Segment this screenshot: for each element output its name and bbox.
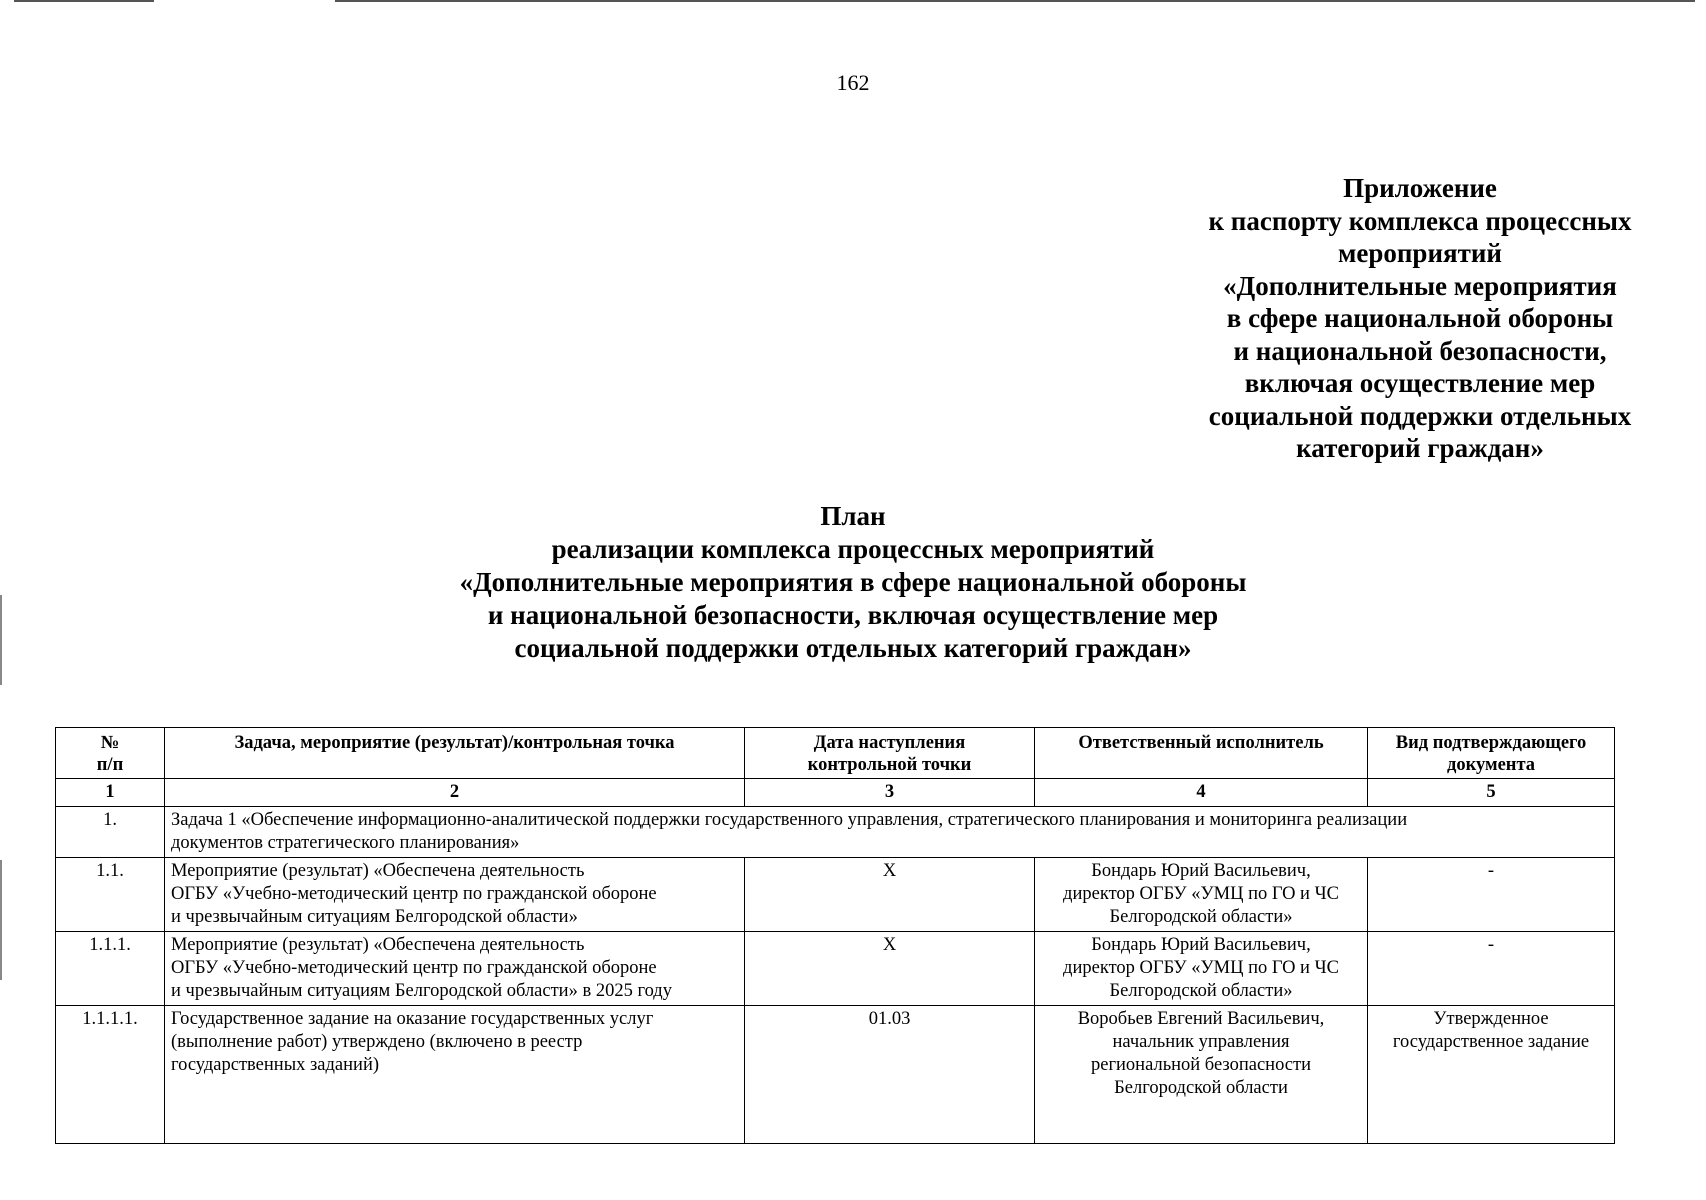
header-text: Вид подтверждающего [1395, 733, 1587, 753]
task-text-line: Задача 1 «Обеспечение информационно-аналитической поддержки государственного управления, стратегического планирования и мониторинга реализации [171, 810, 1408, 830]
row-item [165, 932, 745, 1006]
appendix-line: мероприятий [1337, 238, 1502, 268]
plan-title-line: реализации комплекса процессных мероприятий [551, 534, 1155, 564]
appendix-line: к паспорту комплекса процессных [1208, 205, 1632, 236]
header-number [56, 728, 165, 779]
header-text: Дата наступления [813, 733, 966, 753]
task-text-line: документов стратегического планирования» [171, 833, 520, 853]
plan-title-line: и национальной безопасности, включая осуществление мер [487, 600, 1219, 630]
scan-top-edge-left [14, 0, 154, 2]
header-text: № [100, 733, 120, 753]
row-executor-line: Белгородской области» [1109, 981, 1293, 1001]
task-text [165, 807, 1615, 858]
header-text: документа [1446, 755, 1536, 775]
column-number: 5 [1368, 779, 1615, 807]
row-item-line: Мероприятие (результат) «Обеспечена деятельность [171, 861, 585, 881]
header-document [1368, 728, 1615, 779]
appendix-line: категорий граждан» [1296, 433, 1544, 463]
plan-title-line: План [820, 501, 886, 531]
row-executor-line: Воробьев Евгений Васильевич, [1077, 1009, 1325, 1029]
plan-title [0, 500, 1706, 665]
row-executor [1035, 932, 1368, 1006]
header-date [745, 728, 1035, 779]
row-document-line: Утвержденное [1433, 1009, 1549, 1029]
scan-top-edge-right [335, 0, 1695, 2]
row-item-line: и чрезвычайным ситуациям Белгородской области» в 2025 году [171, 981, 672, 1001]
row-document [1368, 858, 1615, 932]
column-number: 2 [165, 779, 745, 807]
column-number: 3 [745, 779, 1035, 807]
row-document-line: государственное задание [1392, 1032, 1590, 1052]
header-text: Задача, мероприятие (результат)/контрольная точка [234, 733, 675, 753]
page-number: 162 [836, 70, 870, 95]
row-item [165, 858, 745, 932]
row-executor-line: Белгородской области [1114, 1078, 1288, 1098]
row-item [165, 1006, 745, 1144]
task-number: 1. [56, 807, 165, 858]
appendix-line: социальной поддержки отдельных [1208, 400, 1632, 431]
header-text: контрольной точки [807, 755, 972, 775]
column-number-row [56, 779, 1615, 807]
row-executor-line: начальник управления [1112, 1032, 1290, 1052]
row-item-line: и чрезвычайным ситуациям Белгородской области» [171, 907, 578, 927]
table-header-row [56, 728, 1615, 779]
table-row [56, 858, 1615, 932]
appendix-line: Приложение [1343, 173, 1497, 203]
row-document [1368, 932, 1615, 1006]
row-executor-line: директор ОГБУ «УМЦ по ГО и ЧС [1063, 958, 1339, 978]
row-executor [1035, 858, 1368, 932]
header-task [165, 728, 745, 779]
row-executor [1035, 1006, 1368, 1144]
scan-side-mark [0, 860, 2, 980]
row-number: 1.1.1.1. [56, 1006, 165, 1144]
column-number: 1 [56, 779, 165, 807]
header-text: Ответственный исполнитель [1078, 733, 1324, 753]
row-document-line: - [1487, 935, 1495, 955]
row-executor-line: Бондарь Юрий Васильевич, [1091, 935, 1311, 955]
appendix-line: в сфере национальной обороны [1226, 303, 1614, 333]
plan-title-line: социальной поддержки отдельных категорий граждан» [514, 633, 1192, 663]
plan-title-line: «Дополнительные мероприятия в сфере национальной обороны [459, 567, 1247, 597]
row-date: X [745, 932, 1035, 1006]
column-number: 4 [1035, 779, 1368, 807]
row-executor-line: региональной безопасности [1090, 1055, 1311, 1075]
row-item-line: ОГБУ «Учебно-методический центр по гражданской обороне [171, 958, 657, 978]
row-item-line: Мероприятие (результат) «Обеспечена деятельность [171, 935, 585, 955]
row-item-line: ОГБУ «Учебно-методический центр по гражданской обороне [171, 884, 657, 904]
row-number: 1.1.1. [56, 932, 165, 1006]
row-date: 01.03 [745, 1006, 1035, 1144]
row-item-line: (выполнение работ) утверждено (включено в реестр [171, 1032, 583, 1052]
table-row [56, 932, 1615, 1006]
row-executor-line: Бондарь Юрий Васильевич, [1091, 861, 1311, 881]
row-date: X [745, 858, 1035, 932]
row-number: 1.1. [56, 858, 165, 932]
header-executor [1035, 728, 1368, 779]
table-row [56, 1006, 1615, 1144]
row-executor-line: Белгородской области» [1109, 907, 1293, 927]
header-text: п/п [96, 755, 124, 775]
appendix-line: включая осуществление мер [1244, 368, 1596, 398]
row-document-line: - [1487, 861, 1495, 881]
row-item-line: Государственное задание на оказание государственных услуг [171, 1009, 654, 1029]
row-item-line: государственных заданий) [171, 1055, 380, 1075]
task-row [56, 807, 1615, 858]
appendix-line: и национальной безопасности, [1233, 335, 1607, 366]
plan-table [55, 727, 1615, 1144]
appendix-caption [1180, 172, 1660, 465]
appendix-line: «Дополнительные мероприятия [1223, 270, 1617, 301]
row-document [1368, 1006, 1615, 1144]
row-executor-line: директор ОГБУ «УМЦ по ГО и ЧС [1063, 884, 1339, 904]
